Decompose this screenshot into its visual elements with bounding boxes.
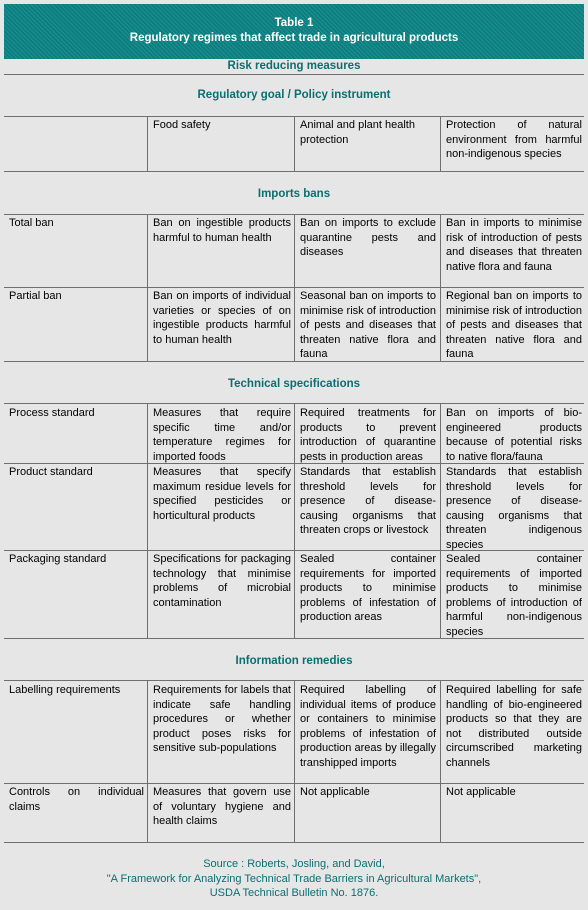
table-cell: Standards that establish threshold levels for presence of disease-causing organisms that threaten crops or livestock <box>300 466 436 536</box>
column-header-animal-plant: Animal and plant health protection <box>300 119 415 146</box>
column-divider <box>147 403 148 639</box>
section-title-information: Information remedies <box>235 655 353 667</box>
source-citation <box>4 857 584 901</box>
column-divider <box>147 214 148 362</box>
table-cell: Required labelling for safe handling of bio-engineered products so that they are not distributed outside circumscribed marketing channels <box>446 684 582 769</box>
column-divider <box>440 116 441 172</box>
column-divider <box>294 403 295 639</box>
row-label-product-standard: Product standard <box>9 466 93 478</box>
table-cell: Ban on ingestible products harmful to human health <box>153 217 291 244</box>
section-title-imports: Imports bans <box>257 188 331 200</box>
table-cell: Not applicable <box>446 786 516 798</box>
table-cell: Seasonal ban on imports to minimise risk of introduction of pests and diseases that threaten native flora and fauna <box>300 290 436 360</box>
subtitle: Risk reducing measures <box>227 60 361 72</box>
column-divider <box>294 680 295 843</box>
column-header-environment: Protection of natural environment from harmful non-indigenous species <box>446 119 582 160</box>
table-cell: Sealed container requirements for imported products to minimise problems of infestation of production areas <box>300 553 436 623</box>
divider <box>4 74 584 75</box>
source-line: USDA Technical Bulletin No. 1876. <box>209 887 379 899</box>
table-cell: Sealed container requirements of imported products to minimise problems of introduction of harmful non-indigenous species <box>446 553 582 638</box>
table-cell: Measures that specify maximum residue levels for specified pesticides or horticultural products <box>153 466 291 522</box>
table-cell: Measures that govern use of voluntary hygiene and health claims <box>153 786 291 827</box>
table-cell: Specifications for packaging technology that minimise problems of microbial contamination <box>153 553 291 609</box>
column-divider <box>294 214 295 362</box>
row-label-process-standard: Process standard <box>9 407 95 419</box>
column-divider <box>294 116 295 172</box>
table-cell: Regional ban on imports to minimise risk of introduction of pests and diseases that threaten native flora and fauna <box>446 290 582 360</box>
row-label-partial-ban: Partial ban <box>9 290 62 302</box>
row-label-controls-on-claims: Controls on individual claims <box>9 786 144 813</box>
row-label-total-ban: Total ban <box>9 217 54 229</box>
table-title: Regulatory regimes that affect trade in agricultural products <box>129 32 459 44</box>
section-title-technical: Technical specifications <box>227 378 361 390</box>
column-header-food-safety: Food safety <box>153 119 211 131</box>
table-cell: Requirements for labels that indicate safe handling procedures or whether product poses risks for sensitive sub-populations <box>153 684 291 754</box>
column-divider <box>440 403 441 639</box>
table-cell: Ban on imports of individual varieties or species of on ingestible products harmful to human health <box>153 290 291 346</box>
column-divider <box>147 680 148 843</box>
table-cell: Measures that require specific time and/or temperature regimes for imported foods <box>153 407 291 463</box>
row-label-labelling-requirements: Labelling requirements <box>9 684 121 696</box>
table-cell: Standards that establish threshold levels for presence of disease-causing organisms that threaten indigenous species <box>446 466 582 551</box>
column-divider <box>147 116 148 172</box>
table-number: Table 1 <box>274 17 314 29</box>
table-cell: Ban in imports to minimise risk of introduction of pests and diseases that threaten native flora and fauna <box>446 217 582 273</box>
table-cell: Not applicable <box>300 786 370 798</box>
source-line: "A Framework for Analyzing Technical Trade Barriers in Agricultural Markets", <box>106 872 482 885</box>
source-line: Source : Roberts, Josling, and David, <box>203 858 385 870</box>
row-label-packaging-standard: Packaging standard <box>9 553 107 565</box>
table-cell: Ban on imports to exclude quarantine pests and diseases <box>300 217 436 258</box>
table-cell: Required labelling of individual items of produce or containers to minimise problems of infestation of production areas by illegally transhipped imports <box>300 684 436 769</box>
table-header <box>4 4 584 59</box>
table-cell: Required treatments for products to prevent introduction of quarantine pests in production areas <box>300 407 436 463</box>
table-cell: Ban on imports of bio-engineered products because of potential risks to native flora/fauna <box>446 407 582 463</box>
column-divider <box>440 680 441 843</box>
column-divider <box>440 214 441 362</box>
goal-heading: Regulatory goal / Policy instrument <box>197 89 391 101</box>
